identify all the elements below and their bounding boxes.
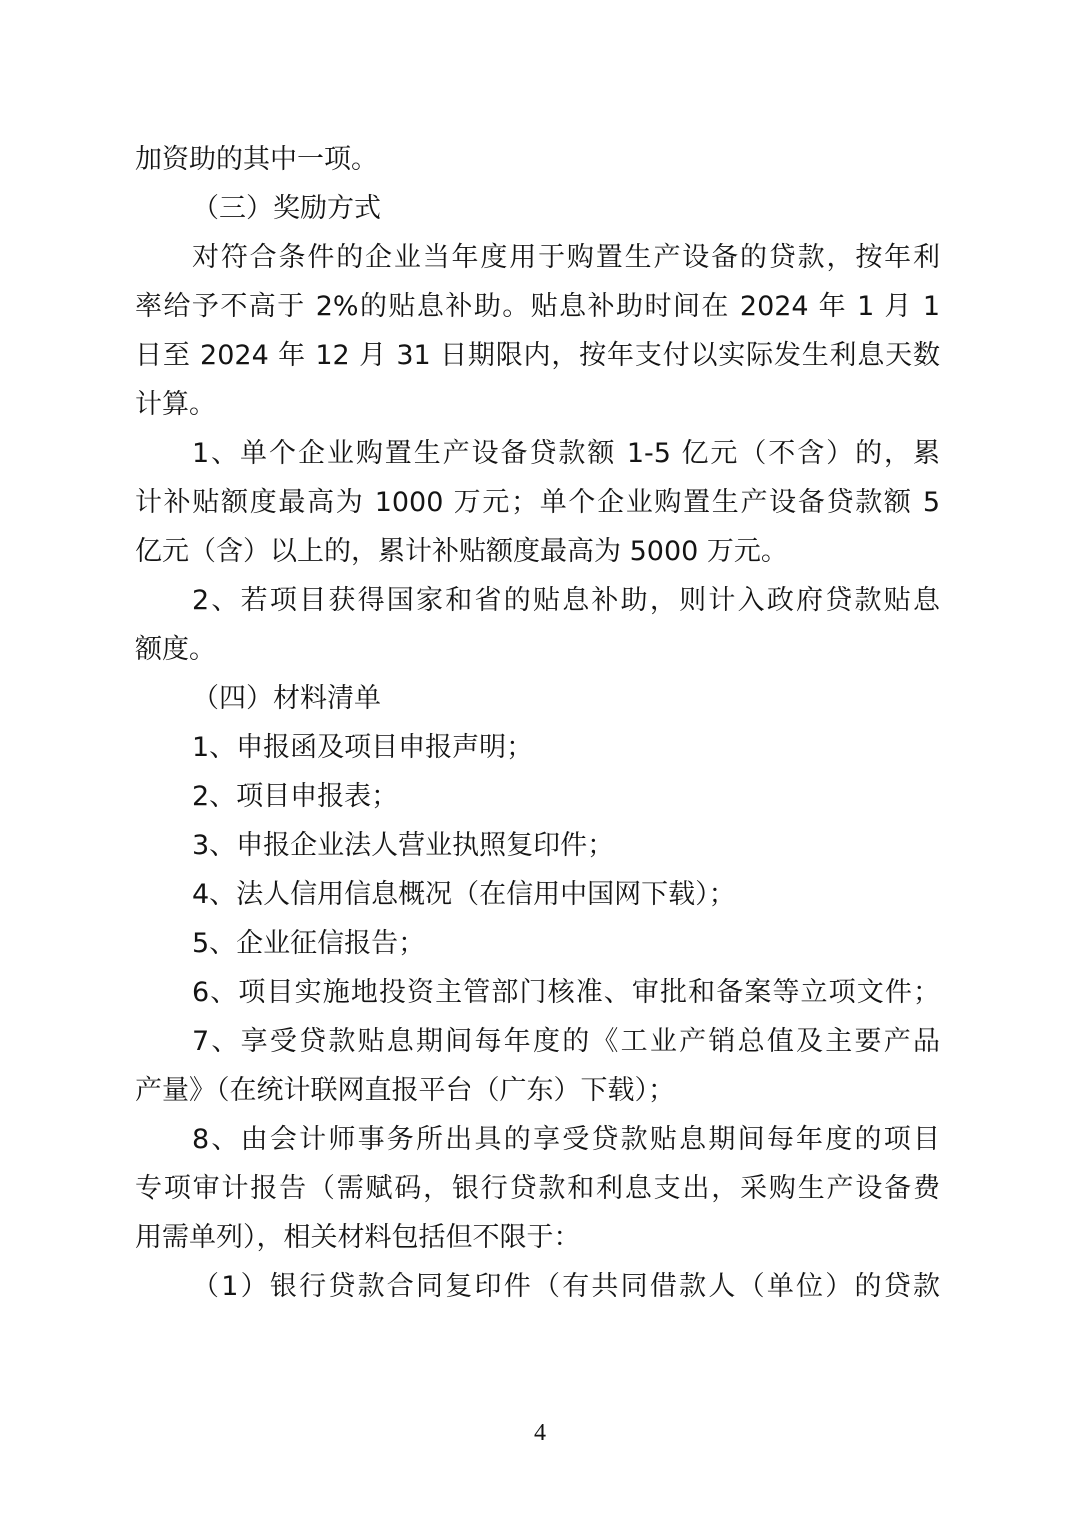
list-item-7: 7、享受贷款贴息期间每年度的《工业产销总值及主要产品	[192, 1026, 940, 1057]
text-line-11: 额度。	[135, 634, 216, 665]
page-number: 4	[534, 1420, 546, 1446]
list-item-5: 5、企业征信报告；	[192, 928, 426, 959]
list-item-8-continued: 专项审计报告（需赋码，银行贷款和利息支出，采购生产设备费	[135, 1173, 940, 1204]
text-line-6: 计算。	[135, 389, 216, 420]
text-line-1: 加资助的其中一项。	[135, 144, 378, 175]
list-item-1: 1、申报函及项目申报声明；	[192, 732, 534, 763]
list-item-2: 2、项目申报表；	[192, 781, 399, 812]
text-line-3: 对符合条件的企业当年度用于购置生产设备的贷款，按年利	[192, 242, 940, 273]
list-item-6: 6、项目实施地投资主管部门核准、审批和备案等立项文件；	[192, 977, 940, 1008]
text-line-7: 1、单个企业购置生产设备贷款额 1-5 亿元（不含）的，累	[192, 438, 940, 469]
sub-list-item-1: （1）银行贷款合同复印件（有共同借款人（单位）的贷款	[192, 1271, 940, 1302]
list-item-7-continued: 产量》（在统计联网直报平台（广东）下载）；	[135, 1075, 675, 1106]
text-line-9: 亿元（含）以上的，累计补贴额度最高为 5000 万元。	[135, 536, 788, 567]
text-line-4: 率给予不高于 2%的贴息补助。贴息补助时间在 2024 年 1 月 1	[135, 291, 940, 322]
section-heading-reward-method: （三）奖励方式	[192, 193, 381, 224]
list-item-4: 4、法人信用信息概况（在信用中国网下载）；	[192, 879, 736, 910]
section-heading-materials-list: （四）材料清单	[192, 683, 381, 714]
text-line-5: 日至 2024 年 12 月 31 日期限内，按年支付以实际发生利息天数	[135, 340, 940, 371]
list-item-3: 3、申报企业法人营业执照复印件；	[192, 830, 615, 861]
text-line-8: 计补贴额度最高为 1000 万元；单个企业购置生产设备贷款额 5	[135, 487, 940, 518]
list-item-8: 8、由会计师事务所出具的享受贷款贴息期间每年度的项目	[192, 1124, 940, 1155]
text-line-10: 2、若项目获得国家和省的贴息补助，则计入政府贷款贴息	[192, 585, 940, 616]
list-item-8-continued-2: 用需单列），相关材料包括但不限于：	[135, 1222, 581, 1253]
